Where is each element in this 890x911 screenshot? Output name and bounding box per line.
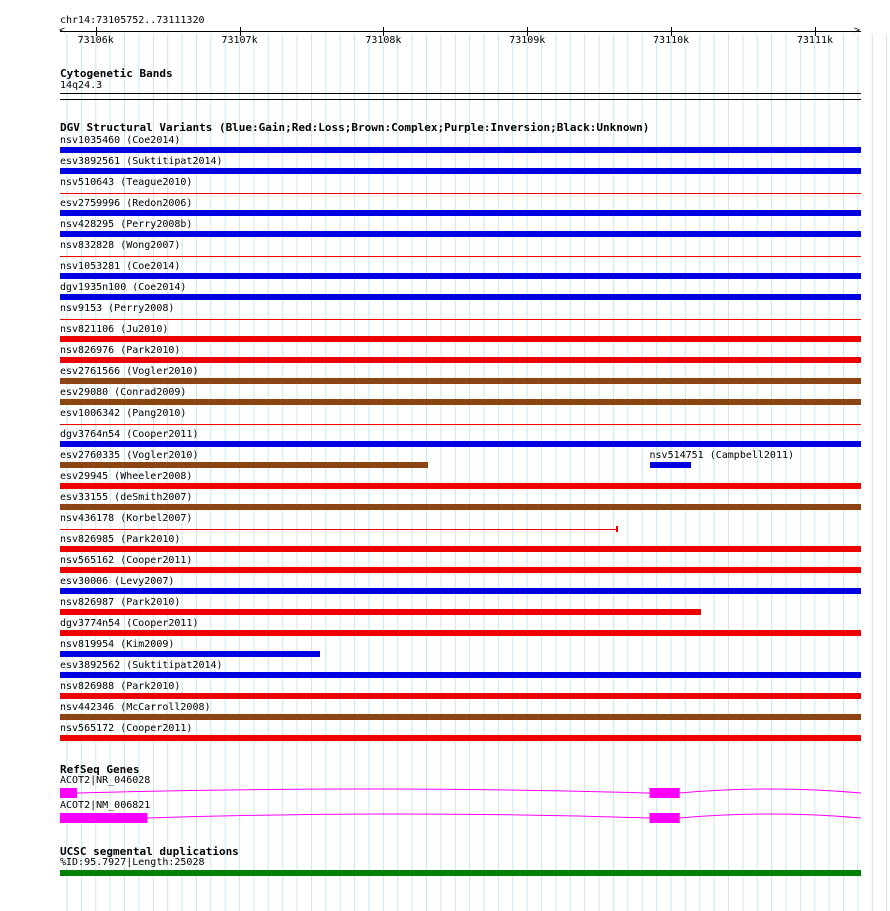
variant-label[interactable]: esv2761566 (Vogler2010) bbox=[60, 366, 199, 377]
variant-label[interactable]: nsv565172 (Cooper2011) bbox=[60, 723, 193, 734]
variant-label[interactable]: esv29080 (Conrad2009) bbox=[60, 387, 187, 398]
variant-bar[interactable] bbox=[60, 424, 861, 425]
variant-label[interactable]: esv3892562 (Suktitipat2014) bbox=[60, 660, 223, 671]
segdup-feature[interactable] bbox=[60, 870, 861, 876]
variant-bar[interactable] bbox=[60, 210, 861, 216]
gene-exon bbox=[650, 788, 680, 798]
gene-exon bbox=[650, 813, 680, 823]
variant-bar[interactable] bbox=[650, 462, 692, 468]
variant-bar[interactable] bbox=[60, 567, 861, 573]
variant-label[interactable]: dgv3774n54 (Cooper2011) bbox=[60, 618, 199, 629]
variant-bar[interactable] bbox=[60, 630, 861, 636]
gene-label[interactable]: ACOT2|NR_046028 bbox=[60, 775, 151, 786]
variant-label[interactable]: esv3892561 (Suktitipat2014) bbox=[60, 156, 223, 167]
variant-label[interactable]: nsv428295 (Perry2008b) bbox=[60, 219, 193, 230]
variant-label[interactable]: nsv826976 (Park2010) bbox=[60, 345, 181, 356]
gene-label[interactable]: ACOT2|NM_006821 bbox=[60, 800, 151, 811]
variant-bar[interactable] bbox=[60, 231, 861, 237]
variant-bar[interactable] bbox=[60, 483, 861, 489]
variant-label[interactable]: nsv832828 (Wong2007) bbox=[60, 240, 181, 251]
variant-bar[interactable] bbox=[60, 441, 861, 447]
variant-bar[interactable] bbox=[60, 319, 861, 320]
gene-model[interactable] bbox=[0, 808, 890, 828]
ruler-tick-label: 73106k bbox=[77, 35, 114, 46]
gene-intron bbox=[680, 789, 861, 793]
variant-bar[interactable] bbox=[60, 378, 861, 384]
variant-label[interactable]: esv33155 (deSmith2007) bbox=[60, 492, 193, 503]
cytoband-line-bottom bbox=[60, 99, 861, 100]
variant-label[interactable]: nsv826987 (Park2010) bbox=[60, 597, 181, 608]
variant-label[interactable]: nsv826988 (Park2010) bbox=[60, 681, 181, 692]
variant-bar[interactable] bbox=[60, 546, 861, 552]
dgv-title: DGV Structural Variants (Blue:Gain;Red:Loss;Brown:Complex;Purple:Inversion;Black:Unknown) bbox=[60, 121, 650, 134]
variant-bar[interactable] bbox=[60, 651, 320, 657]
gene-intron bbox=[680, 814, 861, 818]
gene-intron bbox=[77, 789, 650, 793]
variant-label[interactable]: esv29945 (Wheeler2008) bbox=[60, 471, 193, 482]
variant-bar[interactable] bbox=[60, 294, 861, 300]
ruler-tick-label: 73110k bbox=[653, 35, 690, 46]
variant-bar[interactable] bbox=[60, 672, 861, 678]
variant-label[interactable]: nsv1053281 (Coe2014) bbox=[60, 261, 181, 272]
variant-bar[interactable] bbox=[60, 504, 861, 510]
variant-bar[interactable] bbox=[60, 588, 861, 594]
variant-bar[interactable] bbox=[60, 462, 428, 468]
ruler-tick-label: 73111k bbox=[796, 35, 834, 46]
variant-bar[interactable] bbox=[60, 273, 861, 279]
variant-bar[interactable] bbox=[60, 193, 861, 194]
cytoband-title: Cytogenetic Bands bbox=[60, 67, 173, 80]
variant-label[interactable]: nsv819954 (Kim2009) bbox=[60, 639, 175, 650]
variant-label[interactable]: dgv1935n100 (Coe2014) bbox=[60, 282, 187, 293]
variant-label[interactable]: nsv821106 (Ju2010) bbox=[60, 324, 169, 335]
variant-bar[interactable] bbox=[60, 147, 861, 153]
variant-label[interactable]: nsv826985 (Park2010) bbox=[60, 534, 181, 545]
variant-label[interactable]: esv1006342 (Pang2010) bbox=[60, 408, 187, 419]
variant-bar[interactable] bbox=[60, 529, 618, 530]
refseq-title: RefSeq Genes bbox=[60, 763, 140, 776]
ruler-axis-line bbox=[60, 31, 861, 32]
variant-label[interactable]: nsv9153 (Perry2008) bbox=[60, 303, 175, 314]
variant-bar[interactable] bbox=[60, 357, 861, 363]
segdup-title: UCSC segmental duplications bbox=[60, 845, 239, 858]
variant-label[interactable]: esv30006 (Levy2007) bbox=[60, 576, 175, 587]
variant-bar[interactable] bbox=[60, 693, 861, 699]
variant-label[interactable]: nsv514751 (Campbell2011) bbox=[649, 450, 795, 461]
variant-label[interactable]: nsv510643 (Teague2010) bbox=[60, 177, 193, 188]
variant-label[interactable]: nsv1035460 (Coe2014) bbox=[60, 135, 181, 146]
ruler-right-arrow: > bbox=[854, 25, 861, 36]
variant-end-mark bbox=[616, 526, 618, 532]
ruler-tick-label: 73109k bbox=[509, 35, 546, 46]
gene-intron bbox=[147, 814, 649, 818]
ruler-tick-label: 73108k bbox=[365, 35, 402, 46]
variant-bar[interactable] bbox=[60, 399, 861, 405]
variant-bar[interactable] bbox=[60, 714, 861, 720]
ruler-left-arrow: < bbox=[59, 25, 66, 36]
variant-label[interactable]: esv2759996 (Redon2006) bbox=[60, 198, 193, 209]
variant-label[interactable]: nsv442346 (McCarroll2008) bbox=[60, 702, 211, 713]
cytoband-line-top bbox=[60, 93, 861, 94]
variant-bar[interactable] bbox=[60, 609, 701, 615]
gene-exon bbox=[60, 813, 147, 823]
cytoband-label: 14q24.3 bbox=[60, 80, 103, 91]
variant-label[interactable]: dgv3764n54 (Cooper2011) bbox=[60, 429, 199, 440]
segdup-label: %ID:95.7927|Length:25028 bbox=[60, 857, 205, 868]
variant-bar[interactable] bbox=[60, 256, 861, 257]
variant-bar[interactable] bbox=[60, 336, 861, 342]
variant-label[interactable]: nsv436178 (Korbel2007) bbox=[60, 513, 193, 524]
ruler-tick-label: 73107k bbox=[221, 35, 258, 46]
variant-bar[interactable] bbox=[60, 735, 861, 741]
ruler-location: chr14:73105752..73111320 bbox=[60, 15, 205, 26]
variant-label[interactable]: esv2760335 (Vogler2010) bbox=[60, 450, 199, 461]
variant-label[interactable]: nsv565162 (Cooper2011) bbox=[60, 555, 193, 566]
gene-exon bbox=[60, 788, 77, 798]
variant-bar[interactable] bbox=[60, 168, 861, 174]
